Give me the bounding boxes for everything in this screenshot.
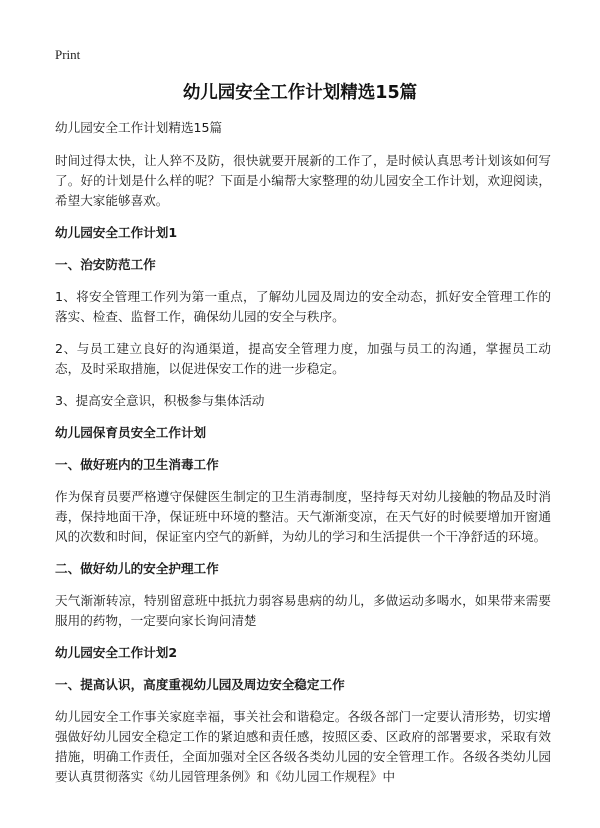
section-heading: 幼儿园安全工作计划2 [55, 645, 178, 660]
paragraph: 3、提高安全意识，积极参与集体活动 [55, 393, 265, 408]
paragraph: 1、将安全管理工作列为第一重点，了解幼儿园及周边的安全动态，抓好安全管理工作的落实、检查、监督工作，确保幼儿园的安全与秩序。 [55, 289, 551, 324]
subsection-heading: 二、做好幼儿的安全护理工作 [55, 561, 219, 576]
intro-paragraph: 时间过得太快，让人猝不及防，很快就要开展新的工作了，是时候认真思考计划该如何写了。好的计划是什么样的呢？下面是小编帮大家整理的幼儿园安全工作计划，欢迎阅读，希望大家能够喜欢。 [55, 153, 551, 208]
subsection-heading: 一、治安防范工作 [55, 257, 156, 272]
subtitle: 幼儿园安全工作计划精选15篇 [55, 120, 223, 135]
paragraph: 2、与员工建立良好的沟通渠道，提高安全管理力度，加强与员工的沟通，掌握员工动态，及时采取措施，以促进保安工作的进一步稳定。 [55, 341, 551, 376]
subsection-heading: 一、提高认识，高度重视幼儿园及周边安全稳定工作 [55, 677, 345, 692]
paragraph: 天气渐渐转凉，特别留意班中抵抗力弱容易患病的幼儿，多做运动多喝水，如果带来需要服用的药物，一定要向家长询问清楚 [55, 593, 551, 628]
page-title: 幼儿园安全工作计划精选15篇 [182, 83, 418, 103]
section-heading: 幼儿园保育员安全工作计划 [55, 425, 207, 440]
paragraph: 作为保育员要严格遵守保健医生制定的卫生消毒制度，坚持每天对幼儿接触的物品及时消毒，保持地面干净，保证班中环境的整洁。天气渐渐变凉，在天气好的时候要增加开窗通风的次数和时间，保证室内空气的新鲜，为幼儿的学习和生活提供一个干净舒适的环境。 [55, 489, 551, 544]
subsection-heading: 一、做好班内的卫生消毒工作 [55, 457, 219, 472]
document-body [55, 118, 551, 799]
print-label: Print [55, 47, 81, 62]
section-heading: 幼儿园安全工作计划1 [55, 225, 178, 240]
paragraph: 幼儿园安全工作事关家庭幸福，事关社会和谐稳定。各级各部门一定要认清形势，切实增强做好幼儿园安全稳定工作的紧迫感和责任感，按照区委、区政府的部署要求，采取有效措施，明确工作责任，全面加强对全区各级各类幼儿园的安全管理工作。各级各类幼儿园要认真贯彻落实《幼儿园管理条例》和《幼儿园工作规程》中 [55, 709, 551, 784]
